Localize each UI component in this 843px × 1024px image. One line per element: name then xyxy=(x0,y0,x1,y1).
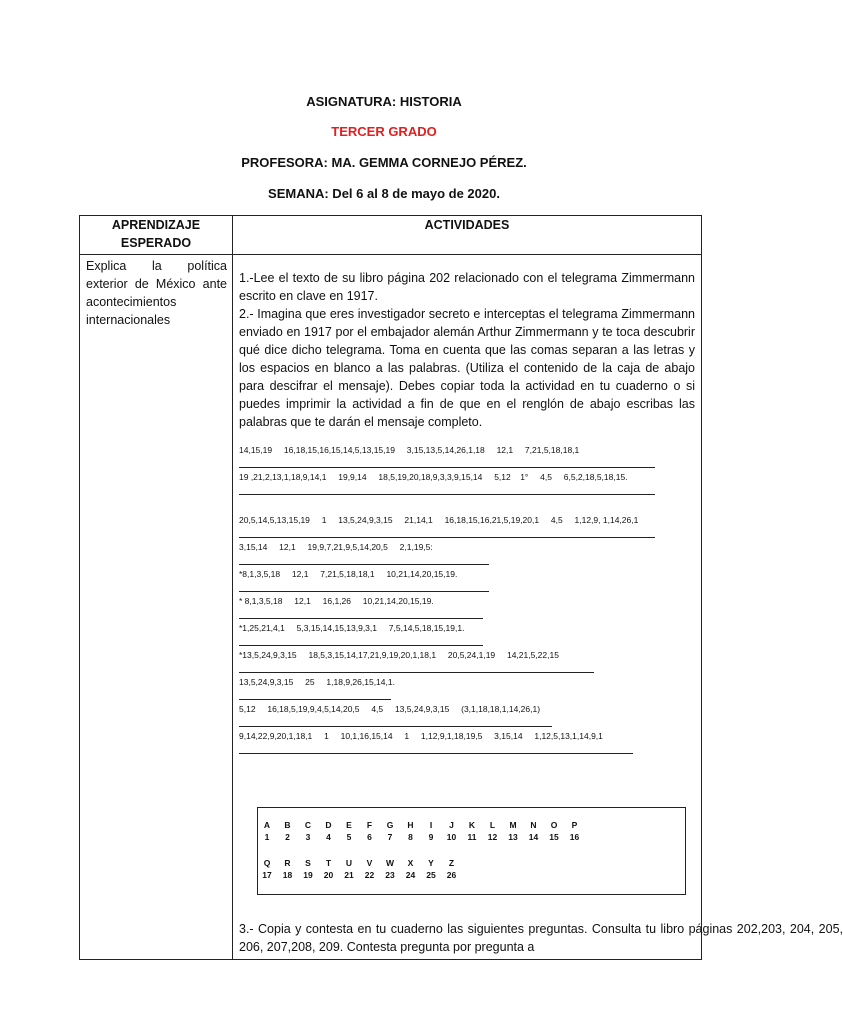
key-number: 15 xyxy=(549,832,559,842)
activity-2: 2.- Imagina que eres investigador secreto e interceptas el telegrama Zimmermann enviado en 1917 por el embajador alemán Arthur Zimmermann y te toca descubrir qué dice dicho telegrama. Toma en cuenta que las comas separan a las letras y los espacios en blanco a las palabras. (Utiliza el contenido de la caja de abajo para descifrar el mensaje). Debes copiar toda la actividad en tu cuaderno o si puedes imprimir la actividad a fin de que en el renglón de abajo escribas las palabras que te darán el mensaje completo. xyxy=(239,307,695,429)
code-line: 9,14,22,9,20,1,18,1 1 10,1,16,15,14 1 1,12,9,1,18,19,5 3,15,14 1,12,5,13,1,14,9,1 xyxy=(239,731,603,741)
key-letter: R xyxy=(284,858,291,868)
answer-line xyxy=(239,662,594,673)
key-number: 17 xyxy=(262,870,272,880)
key-letter: T xyxy=(325,858,332,868)
code-line: 19 ,21,2,13,1,18,9,14,1 19,9,14 18,5,19,20,18,9,3,3,9,15,14 5,12 1° 4,5 6,5,2,18,5,18,15. xyxy=(239,472,628,482)
answer-line xyxy=(239,689,391,700)
key-letter: X xyxy=(407,858,414,868)
key-letter: J xyxy=(449,820,454,830)
key-number: 20 xyxy=(323,870,334,880)
key-letter: D xyxy=(325,820,332,830)
table-row xyxy=(80,255,702,960)
key-letter: V xyxy=(366,858,373,868)
activity-3: 3.- Copia y contesta en tu cuaderno las siguientes preguntas. Consulta tu libro páginas 202,203, 204, 205, 206, 207,208, 209. Contesta pregunta por pregunta a xyxy=(239,922,843,954)
key-letter: F xyxy=(366,820,373,830)
answer-line xyxy=(239,743,633,754)
answer-line xyxy=(239,554,489,565)
grade-title: TERCER GRADO xyxy=(331,124,437,139)
key-number: 26 xyxy=(446,870,457,880)
answer-line xyxy=(239,484,655,495)
key-number: 16 xyxy=(569,832,580,842)
key-letter: P xyxy=(571,820,578,830)
key-letters-row-1 xyxy=(258,820,685,832)
key-number: 7 xyxy=(387,832,393,842)
col-header-activities: ACTIVIDADES xyxy=(233,216,702,255)
key-letter: E xyxy=(346,820,352,830)
learning-text: Explica la política exterior de México ante acontecimientos internacionales xyxy=(80,255,233,960)
code-line: *13,5,24,9,3,15 18,5,3,15,14,17,21,9,19,20,1,18,1 20,5,24,1,19 14,21,5,22,15 xyxy=(239,650,559,660)
key-letter: M xyxy=(509,820,517,830)
activity-1: 1.-Lee el texto de su libro página 202 relacionado con el telegrama Zimmermann escrito en clave en 1917. xyxy=(239,271,695,303)
key-number: 3 xyxy=(305,832,311,842)
key-number: 8 xyxy=(408,832,413,842)
key-number: 21 xyxy=(344,870,354,880)
key-number: 10 xyxy=(446,832,457,842)
answer-line xyxy=(239,457,655,468)
key-letter: S xyxy=(305,858,311,868)
code-line: *8,1,3,5,18 12,1 7,21,5,18,18,1 10,21,14,20,15,19. xyxy=(239,569,458,579)
col-header-learning: APRENDIZAJE ESPERADO xyxy=(80,216,233,255)
answer-line xyxy=(239,716,552,727)
key-number: 22 xyxy=(364,870,375,880)
answer-line xyxy=(239,527,655,538)
key-number: 11 xyxy=(467,832,477,842)
activities-cell xyxy=(233,255,843,960)
key-number: 5 xyxy=(346,832,352,842)
key-number: 24 xyxy=(405,870,416,880)
code-line: 14,15,19 16,18,15,16,15,14,5,13,15,19 3,15,13,5,14,26,1,18 12,1 7,21,5,18,18,1 xyxy=(239,445,580,455)
answer-line xyxy=(239,635,483,646)
key-number: 13 xyxy=(508,832,518,842)
key-number: 6 xyxy=(367,832,372,842)
code-line: 3,15,14 12,1 19,9,7,21,9,5,14,20,5 2,1,19,5: xyxy=(239,542,433,552)
key-number: 23 xyxy=(385,870,395,880)
key-letter: O xyxy=(550,820,558,830)
key-letter: N xyxy=(530,820,537,830)
key-letter: Q xyxy=(263,858,271,868)
key-number: 14 xyxy=(528,832,539,842)
cipher-key-box xyxy=(257,807,686,895)
key-number: 12 xyxy=(487,832,498,842)
code-line: 20,5,14,5,13,15,19 1 13,5,24,9,3,15 21,14,1 16,18,15,16,21,5,19,20,1 4,5 1,12,9, 1,14,26,1 xyxy=(239,515,639,525)
key-letter: G xyxy=(386,820,394,830)
teacher-line: PROFESORA: MA. GEMMA CORNEJO PÉREZ. xyxy=(241,155,527,170)
key-number: 1 xyxy=(264,832,270,842)
key-letter: A xyxy=(263,820,271,830)
key-letter: Y xyxy=(428,858,434,868)
code-line: * 8,1,3,5,18 12,1 16,1,26 10,21,14,20,15,19. xyxy=(239,596,434,606)
key-letter: H xyxy=(407,820,414,830)
key-number: 19 xyxy=(303,870,313,880)
subject-title: ASIGNATURA: HISTORIA xyxy=(306,94,462,109)
key-letter: Z xyxy=(448,858,455,868)
key-number: 9 xyxy=(428,832,434,842)
key-letters-row-2 xyxy=(258,858,685,870)
cipher-block xyxy=(239,445,695,754)
key-letter: B xyxy=(284,820,291,830)
key-number: 4 xyxy=(326,832,331,842)
key-numbers-row-2 xyxy=(258,870,685,882)
key-letter: K xyxy=(468,820,476,830)
key-letter: U xyxy=(345,858,353,868)
key-letter: W xyxy=(385,858,395,868)
key-letter: I xyxy=(429,820,433,830)
code-line: 5,12 16,18,5,19,9,4,5,14,20,5 4,5 13,5,24,9,3,15 (3,1,18,18,1,14,26,1) xyxy=(239,704,541,714)
key-letter: C xyxy=(304,820,312,830)
week-line: SEMANA: Del 6 al 8 de mayo de 2020. xyxy=(268,186,500,201)
table-header-row xyxy=(80,216,702,255)
code-line: *1,25,21,4,1 5,3,15,14,15,13,9,3,1 7,5,14,5,18,15,19,1. xyxy=(239,623,465,633)
answer-line xyxy=(239,581,489,592)
key-number: 2 xyxy=(285,832,290,842)
key-letter: L xyxy=(489,820,496,830)
answer-line xyxy=(239,608,483,619)
code-line: 13,5,24,9,3,15 25 1,18,9,26,15,14,1. xyxy=(239,677,395,687)
key-numbers-row-1 xyxy=(258,832,685,844)
key-number: 18 xyxy=(282,870,293,880)
key-number: 25 xyxy=(426,870,436,880)
activities-table xyxy=(79,215,843,960)
